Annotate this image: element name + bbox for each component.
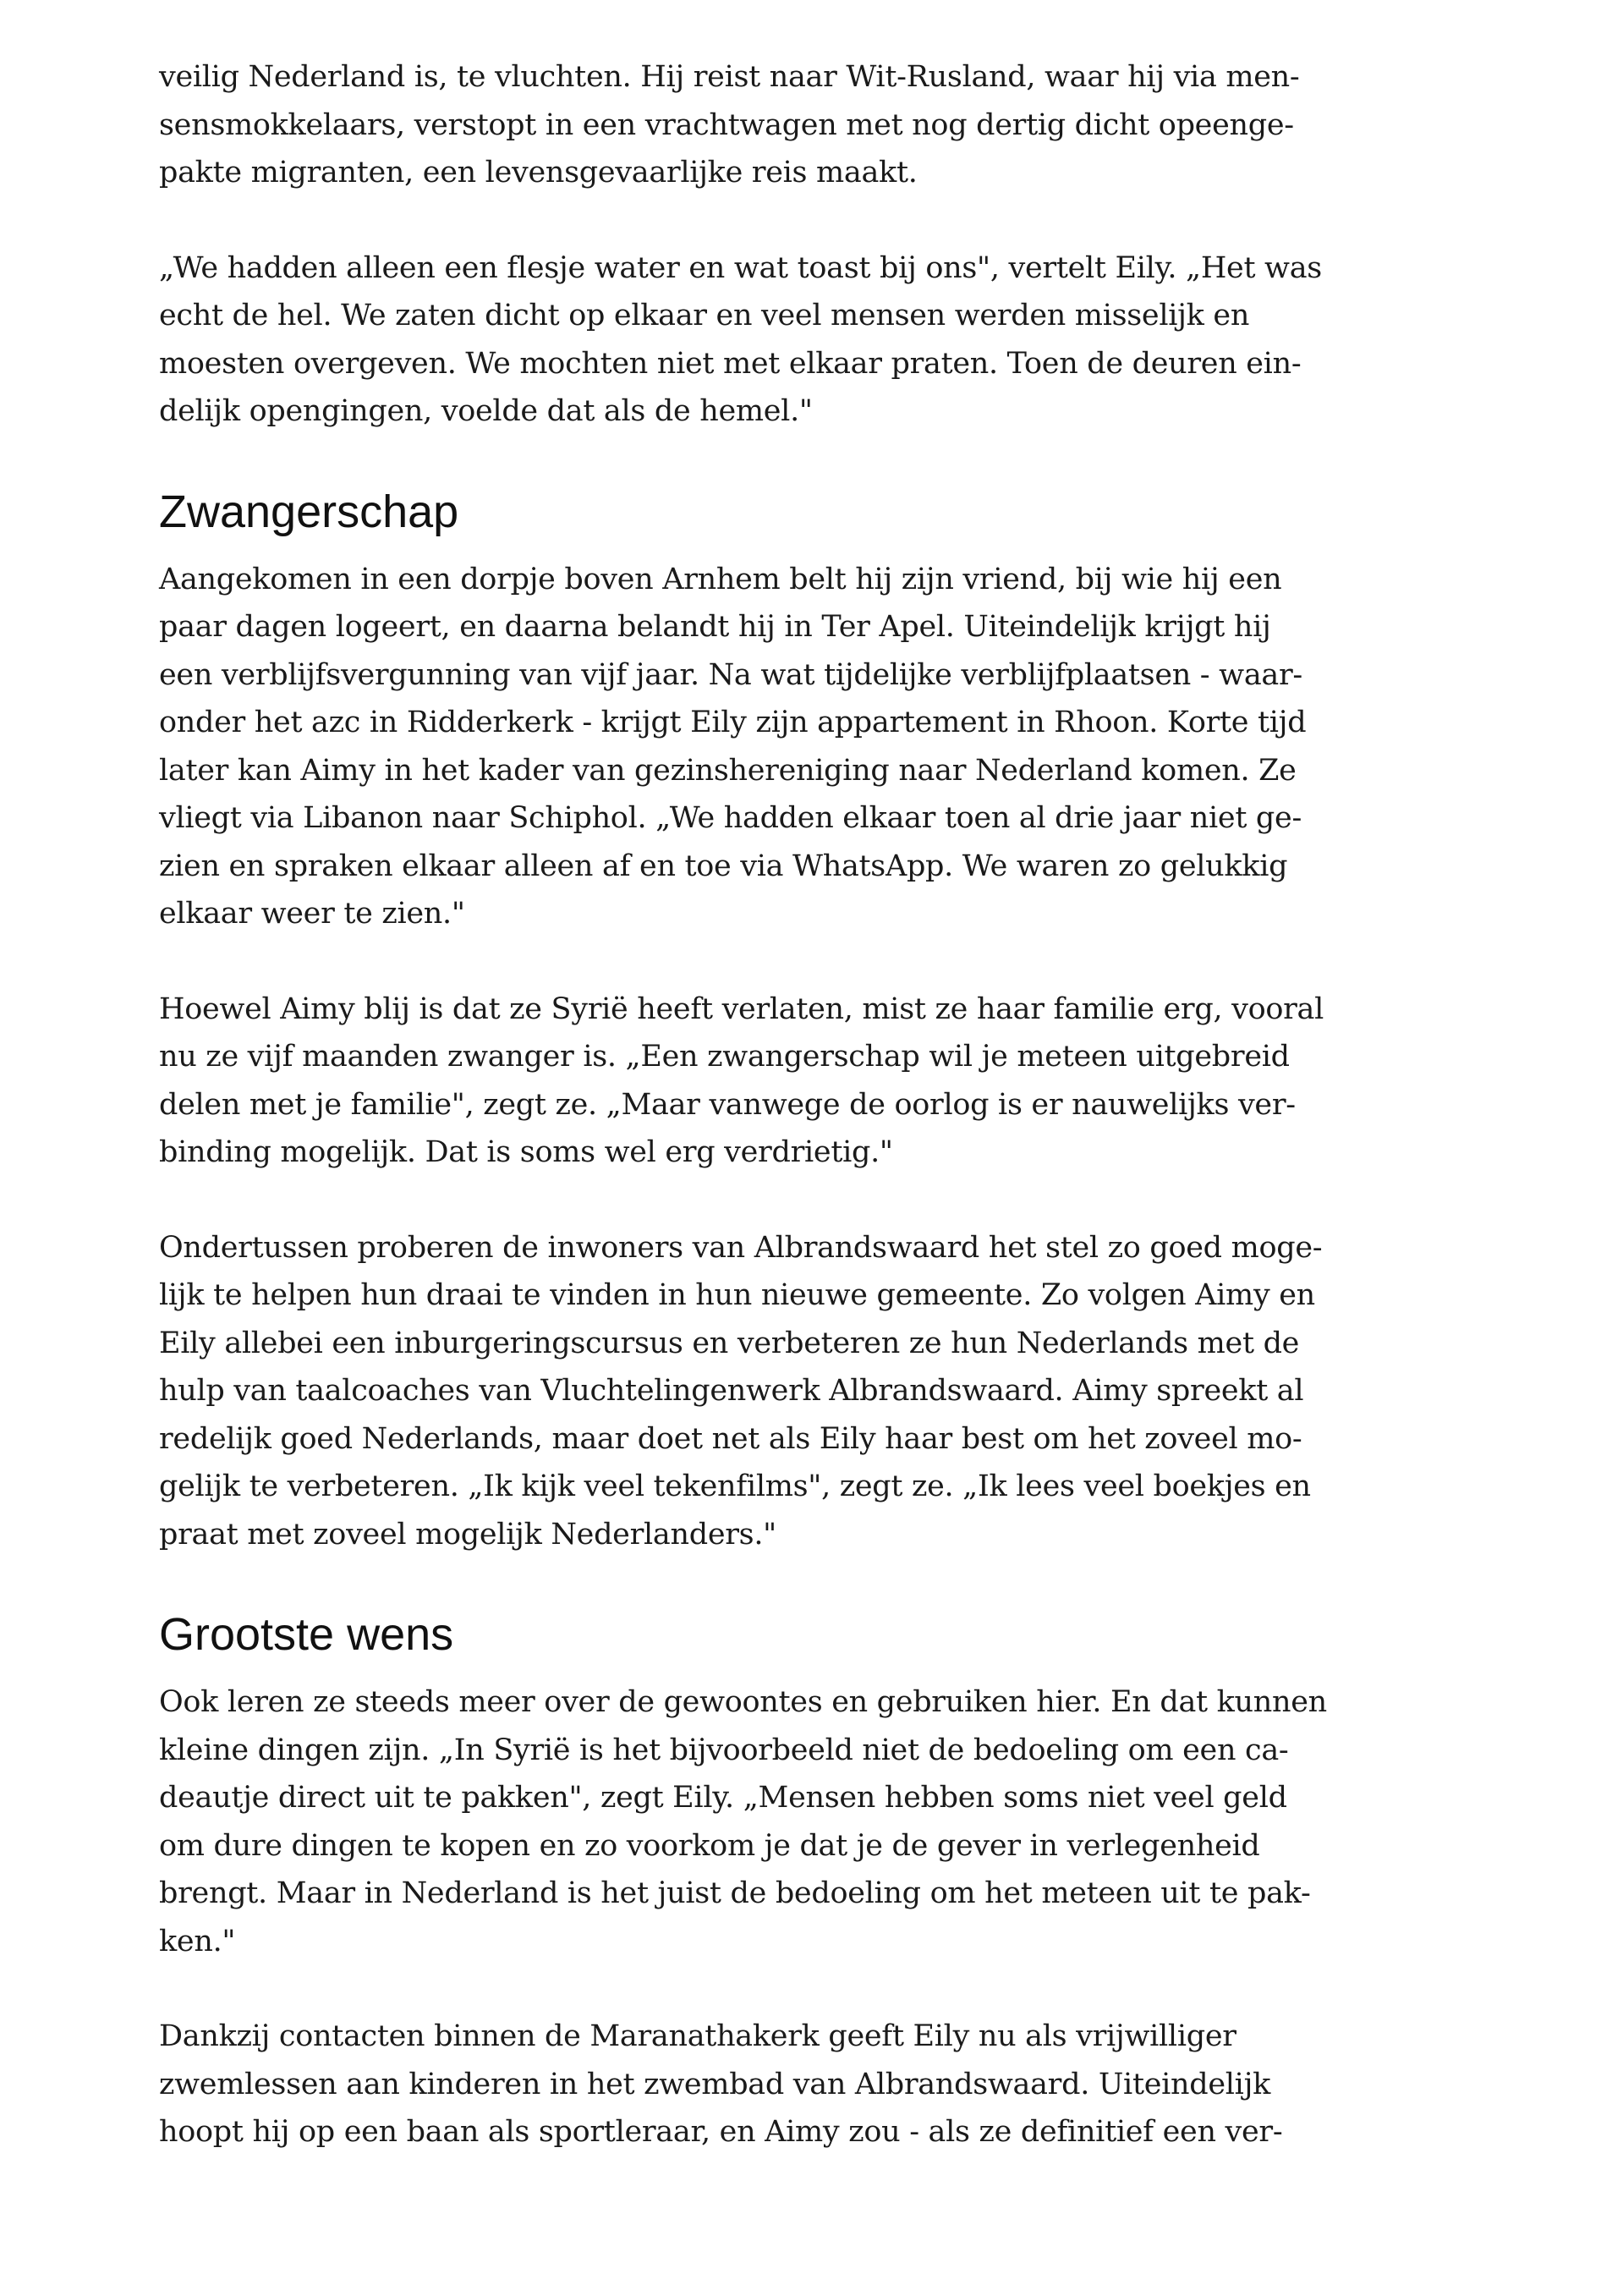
text-line: ken." [159,1924,236,1958]
paragraph [159,1224,1512,1559]
paragraph [159,986,1512,1177]
text-line: Ondertussen proberen de inwoners van Albrandswaard het stel zo goed moge- [159,1230,1323,1265]
text-line: hoopt hij op een baan als sportleraar, en Aimy zou - als ze definitief een ver- [159,2115,1283,2149]
paragraph [159,1678,1512,1965]
text-line: nu ze vijf maanden zwanger is. „Een zwangerschap wil je meteen uitgebreid [159,1040,1290,1074]
text-line: om dure dingen te kopen en zo voorkom je dat je de gever in verlegenheid [159,1828,1260,1863]
text-line: deautje direct uit te pakken", zegt Eily. „Mensen hebben soms niet veel geld [159,1781,1287,1815]
text-line: delijk opengingen, voelde dat als de hemel." [159,394,813,428]
text-line: later kan Aimy in het kader van gezinshereniging naar Nederland komen. Ze [159,753,1297,788]
text-line: „We hadden alleen een flesje water en wat toast bij ons", vertelt Eily. „Het was [159,250,1322,285]
text-line: brengt. Maar in Nederland is het juist de bedoeling om het meteen uit te pak- [159,1876,1311,1910]
text-line: zien en spraken elkaar alleen af en toe via WhatsApp. We waren zo gelukkig [159,849,1288,883]
paragraph [159,244,1512,436]
text-line: een verblijfsvergunning van vijf jaar. Na wat tijdelijke verblijfplaatsen - waar- [159,657,1302,692]
text-line: onder het azc in Ridderkerk - krijgt Eily zijn appartement in Rhoon. Korte tijd [159,706,1307,739]
section-heading: Zwangerschap [159,486,459,537]
text-line: gelijk te verbeteren. „Ik kijk veel tekenfilms", zegt ze. „Ik lees veel boekjes en [159,1469,1311,1503]
text-line: vliegt via Libanon naar Schiphol. „We hadden elkaar toen al drie jaar niet ge- [159,801,1302,835]
text-line: Eily allebei een inburgeringscursus en verbeteren ze hun Nederlands met de [159,1326,1300,1360]
paragraph [159,53,1512,197]
text-line: Aangekomen in een dorpje boven Arnhem belt hij zijn vriend, bij wie hij een [159,562,1282,596]
text-line: veilig Nederland is, te vluchten. Hij reist naar Wit-Rusland, waar hij via men- [159,60,1300,94]
text-line: hulp van taalcoaches van Vluchtelingenwerk Albrandswaard. Aimy spreekt al [159,1374,1304,1408]
article-body [159,53,1512,2204]
text-line: pakte migranten, een levensgevaarlijke reis maakt. [159,156,918,190]
text-line: paar dagen logeert, en daarna belandt hij in Ter Apel. Uiteindelijk krijgt hij [159,610,1271,644]
paragraph [159,2013,1512,2156]
text-line: elkaar weer te zien." [159,897,465,931]
text-line: Hoewel Aimy blij is dat ze Syrië heeft verlaten, mist ze haar familie erg, vooral [159,991,1324,1026]
text-line: Dankzij contacten binnen de Maranathakerk geeft Eily nu als vrijwilliger [159,2019,1236,2053]
text-line: delen met je familie", zegt ze. „Maar vanwege de oorlog is er nauwelijks ver- [159,1087,1296,1122]
text-line: moesten overgeven. We mochten niet met elkaar praten. Toen de deuren ein- [159,346,1302,381]
text-line: echt de hel. We zaten dicht op elkaar en veel mensen werden misselijk en [159,299,1250,332]
text-line: praat met zoveel mogelijk Nederlanders." [159,1517,776,1552]
text-line: sensmokkelaars, verstopt in een vrachtwagen met nog dertig dicht opeenge- [159,107,1294,142]
text-line: zwemlessen aan kinderen in het zwembad van Albrandswaard. Uiteindelijk [159,2067,1271,2101]
text-line: redelijk goed Nederlands, maar doet net als Eily haar best om het zoveel mo- [159,1421,1302,1456]
text-line: kleine dingen zijn. „In Syrië is het bijvoorbeeld niet de bedoeling om een ca- [159,1733,1289,1767]
text-line: Ook leren ze steeds meer over de gewoontes en gebruiken hier. En dat kunnen [159,1685,1327,1719]
text-line: lijk te helpen hun draai te vinden in hun nieuwe gemeente. Zo volgen Aimy en [159,1278,1315,1312]
paragraph [159,556,1512,938]
section-heading: Grootste wens [159,1609,454,1660]
text-line: binding mogelijk. Dat is soms wel erg verdrietig." [159,1135,893,1169]
